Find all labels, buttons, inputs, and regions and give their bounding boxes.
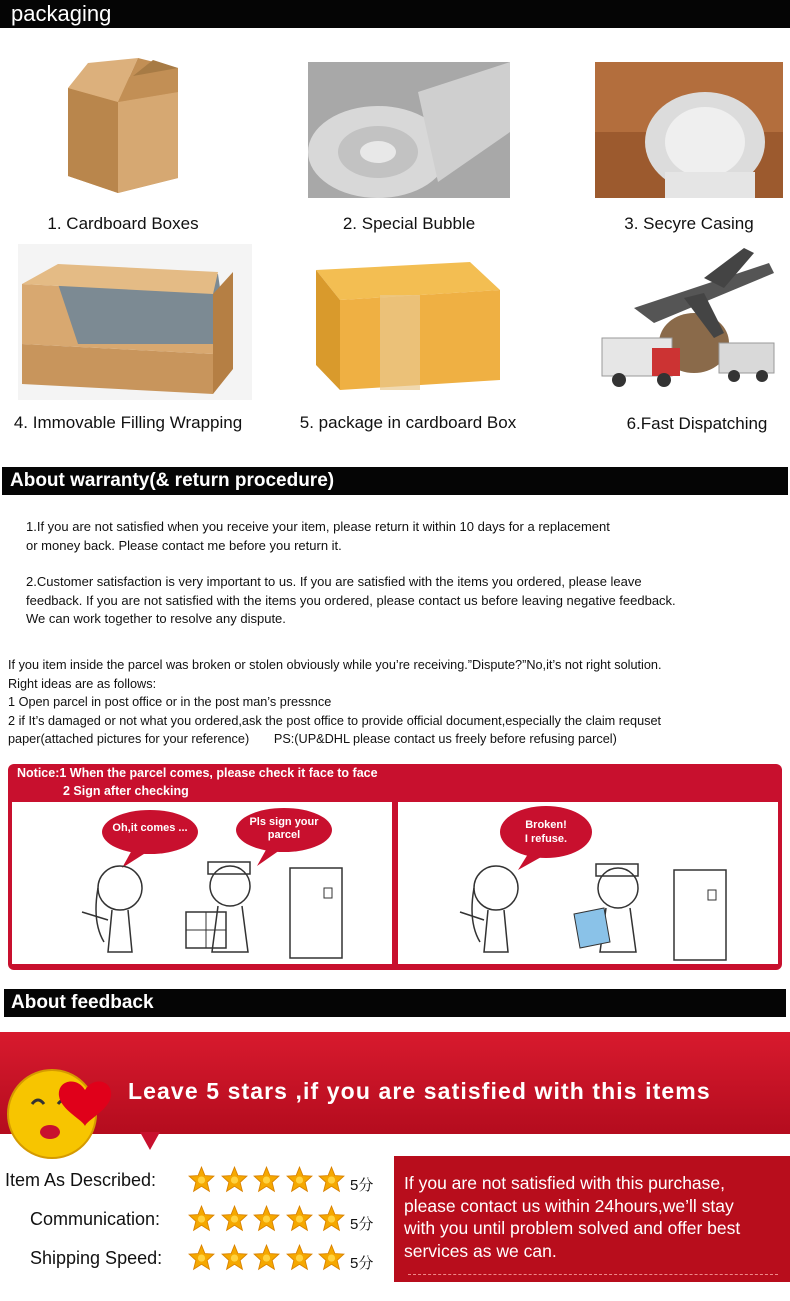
star-icon (318, 1205, 345, 1232)
feedback-banner (0, 1032, 790, 1137)
warranty-paragraph-1 (26, 518, 610, 555)
message-line: please contact us within 24hours,we’ll stay (404, 1195, 734, 1216)
star-icon (286, 1244, 313, 1271)
text-line: feedback. If you are not satisfied with the items you ordered, please contact us before leaving negative feedback. (26, 592, 676, 608)
rating-stars-shipping-speed (188, 1244, 351, 1276)
star-icon (253, 1205, 280, 1232)
caption-fast-dispatching: 6.Fast Dispatching (626, 414, 768, 433)
scene-accept-pane (12, 802, 392, 964)
rating-label-item-described: Item As Described: (5, 1170, 157, 1190)
rating-score: 5分 (350, 1177, 374, 1194)
star-icon (221, 1205, 248, 1232)
star-icon (286, 1166, 313, 1193)
notice-line-2: 2 Sign after checking (63, 784, 189, 798)
star-icon (221, 1166, 248, 1193)
notice-line-1: Notice:1 When the parcel comes, please check it face to face (17, 766, 378, 780)
star-icon (221, 1244, 248, 1271)
filling-wrapping-image (18, 244, 252, 400)
bubble-line: Broken! (525, 819, 567, 831)
bubble-line: I refuse. (524, 833, 568, 845)
star-icon (286, 1205, 313, 1232)
satisfaction-message-box (394, 1156, 790, 1282)
satisfaction-message (404, 1172, 740, 1262)
bubble-broken (500, 818, 592, 846)
text-line: 2.Customer satisfaction is very important to us. If you are satisfied with the items you ordered, please leave (26, 574, 642, 589)
star-icon (253, 1244, 280, 1271)
caption-special-bubble: 2. Special Bubble (342, 214, 476, 233)
bubble-line: parcel (267, 829, 301, 841)
star-icon (253, 1166, 280, 1193)
text-line: 2 if It’s damaged or not what you ordered,ask the post office to provide official document,especially the claim requset (8, 713, 662, 728)
bubble-oh-it-comes: Oh,it comes ... (112, 822, 188, 834)
packaging-title: packaging (0, 0, 790, 28)
warranty-title: About warranty(& return procedure) (2, 467, 788, 495)
star-icon (318, 1166, 345, 1193)
star-icon (188, 1205, 215, 1232)
caption-secure-casing: 3. Secyre Casing (624, 214, 754, 233)
caption-filling-wrapping: 4. Immovable Filling Wrapping (13, 413, 243, 432)
secure-casing-image (595, 62, 783, 198)
feedback-title: About feedback (4, 989, 786, 1017)
star-icon (188, 1244, 215, 1271)
bubble-wrap-image (308, 62, 510, 198)
scene-refuse-pane (398, 802, 778, 964)
rating-label-shipping-speed: Shipping Speed: (30, 1248, 163, 1268)
message-line: services as we can. (404, 1240, 557, 1261)
text-line: 1.If you are not satisfied when you receive your item, please return it within 10 days for a replacement (26, 519, 610, 534)
rating-score: 5分 (350, 1255, 374, 1272)
text-line: or money back. Please contact me before you return it. (26, 537, 342, 553)
star-icon (318, 1244, 345, 1271)
ratings-list (0, 1160, 392, 1290)
message-line: If you are not satisfied with this purchase, (404, 1173, 725, 1193)
bubble-line: Pls sign your (249, 816, 319, 828)
text-line: Right ideas are as follows: (8, 676, 157, 691)
message-line: with you until problem solved and offer best (404, 1218, 741, 1238)
notice-panel (8, 764, 782, 970)
cardboard-box-image (58, 58, 188, 198)
rating-label-communication: Communication: (30, 1209, 161, 1229)
bubble-pls-sign (236, 816, 332, 842)
rating-score: 5分 (350, 1216, 374, 1233)
rating-stars-communication (188, 1205, 351, 1237)
warranty-paragraph-3 (8, 656, 662, 749)
text-line: 1 Open parcel in post office or in the post man’s pressnce (8, 695, 332, 709)
taped-box-image (310, 250, 506, 398)
divider (408, 1274, 778, 1275)
text-line: If you item inside the parcel was broken or stolen obviously while you’re receiving.”Dispute?”No,it’s not right solution. (8, 658, 662, 672)
caption-cardboard-boxes: 1. Cardboard Boxes (47, 214, 199, 233)
warranty-paragraph-2 (26, 573, 676, 629)
fast-dispatch-image (594, 248, 784, 398)
star-icon (188, 1166, 215, 1193)
text-line: We can work together to resolve any dispute. (26, 611, 286, 626)
caption-cardboard-box: 5. package in cardboard Box (299, 413, 517, 432)
rating-stars-item-described (188, 1166, 351, 1198)
text-line: paper(attached pictures for your reference) PS:(UP&DHL please contact us freely before refusing parcel) (8, 732, 617, 746)
banner-text: Leave 5 stars ,if you are satisfied with this items (128, 1078, 711, 1104)
